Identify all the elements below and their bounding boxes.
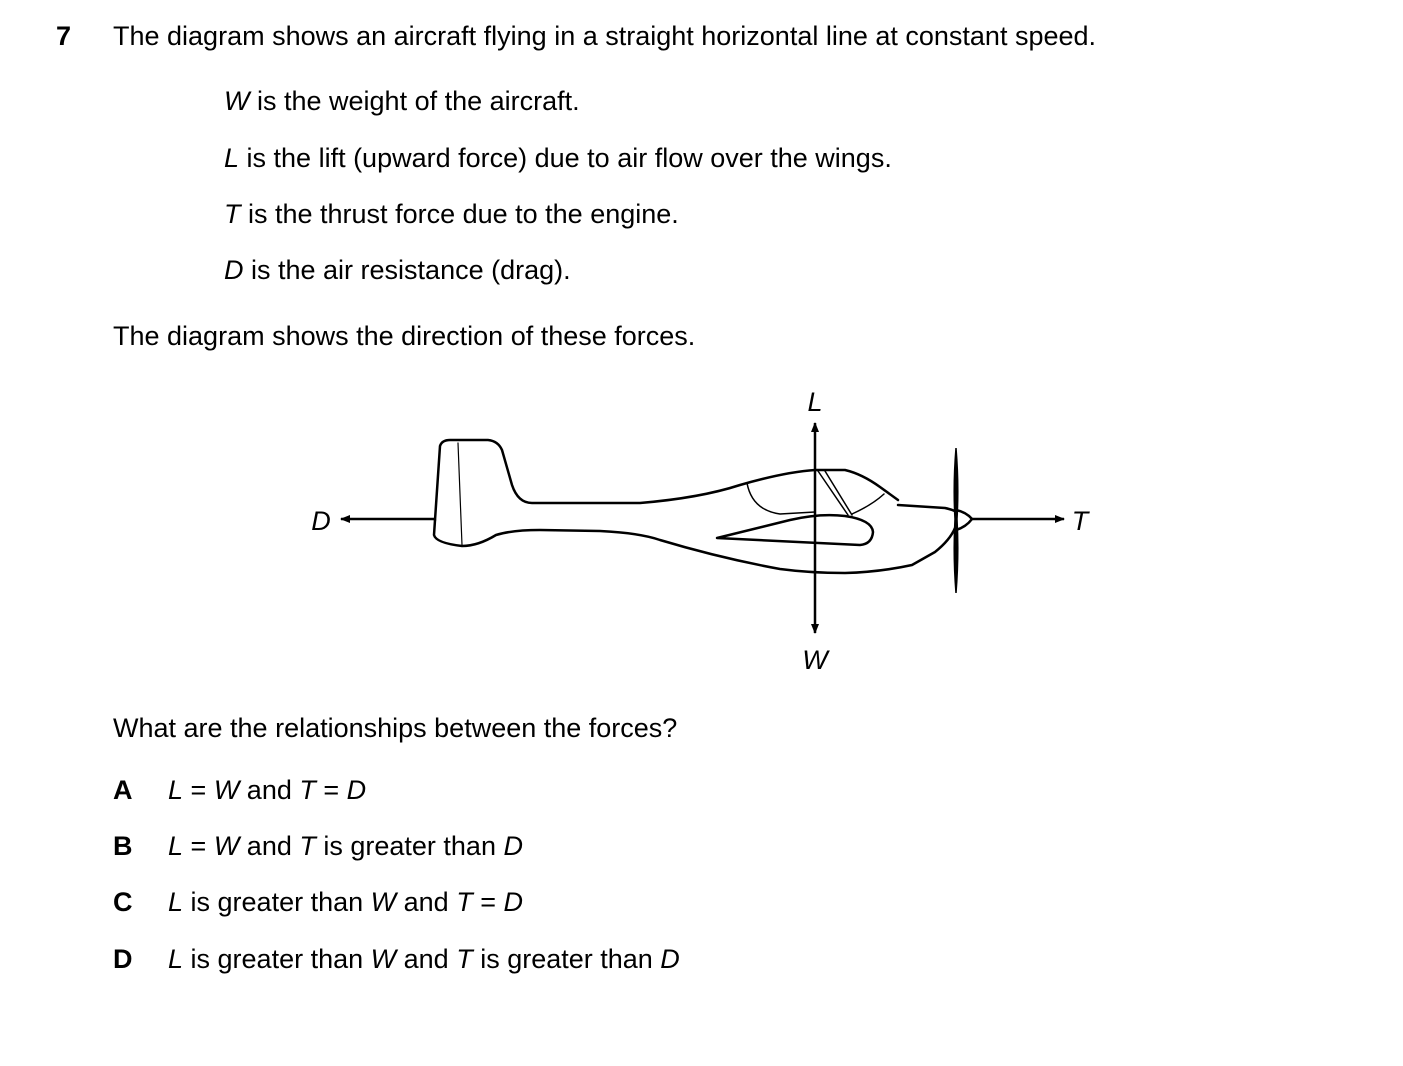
option-text-c (168, 886, 523, 918)
canopy-frame-line (825, 471, 852, 515)
option-letter-a: A (113, 775, 133, 805)
option-words: is greater than (183, 944, 371, 974)
question-number: 7 (56, 21, 72, 51)
option-words: and (396, 944, 457, 974)
definition-text: is the weight of the aircraft. (249, 86, 580, 116)
option-symbol: L (168, 944, 184, 974)
option-text-a (168, 774, 366, 806)
question-prompt: What are the relationships between the forces? (113, 713, 678, 743)
option-letter-b: B (113, 831, 133, 861)
option-symbol: W (370, 944, 397, 974)
weight-label: W (802, 645, 828, 675)
option-symbol: L (168, 831, 184, 861)
option-symbol: T (299, 775, 316, 805)
fuselage-bottom-outline (434, 520, 955, 573)
option-symbol: W (213, 831, 240, 861)
fuselage-top-outline (435, 440, 898, 520)
option-symbol: T (456, 887, 473, 917)
option-words: and (239, 775, 300, 805)
option-symbol: L (168, 775, 184, 805)
option-letter-d: D (113, 944, 133, 974)
drag-label: D (311, 506, 331, 536)
option-words: is greater than (315, 831, 504, 861)
option-text-b (168, 830, 523, 862)
option-words: and (396, 887, 457, 917)
definition-symbol: T (224, 199, 241, 229)
definition-symbol: D (224, 255, 244, 285)
question-stem: The diagram shows an aircraft flying in a straight horizontal line at constant speed. (113, 21, 1097, 51)
option-symbol: L (168, 887, 184, 917)
tail-fin-line (458, 443, 462, 545)
wing-outline (717, 515, 873, 545)
option-words: = (183, 775, 214, 805)
canopy-frame-line-2 (818, 471, 848, 515)
propeller-spinner (956, 510, 972, 530)
option-words: = (472, 887, 504, 917)
definition-text: is the thrust force due to the engine. (240, 199, 679, 229)
option-symbol: W (213, 775, 240, 805)
option-symbol: T (456, 944, 473, 974)
option-symbol: T (299, 831, 316, 861)
option-symbol: D (660, 944, 680, 974)
definition-symbol: W (224, 86, 250, 116)
lift-label: L (807, 387, 823, 417)
option-words: is greater than (183, 887, 371, 917)
definition-text: is the lift (upward force) due to air flow over the wings. (239, 143, 892, 173)
option-words: = (315, 775, 347, 805)
option-symbol: D (503, 831, 523, 861)
option-letter-c: C (113, 887, 133, 917)
aircraft-drawing (434, 440, 972, 573)
option-symbol: D (346, 775, 367, 805)
thrust-label: T (1071, 506, 1089, 536)
definition-text: is the air resistance (drag). (243, 255, 571, 285)
option-symbol: W (370, 887, 397, 917)
propeller-blade (954, 448, 958, 593)
diagram-intro: The diagram shows the direction of these forces. (113, 321, 696, 351)
option-words: and (239, 831, 300, 861)
option-words: is greater than (472, 944, 661, 974)
option-symbol: D (503, 887, 523, 917)
nose-top-outline (898, 505, 956, 512)
canopy-rear-outline (747, 483, 815, 514)
option-words: = (183, 831, 214, 861)
definition-symbol: L (224, 143, 240, 173)
canopy-front-outline (852, 494, 884, 514)
option-text-d (168, 943, 680, 975)
